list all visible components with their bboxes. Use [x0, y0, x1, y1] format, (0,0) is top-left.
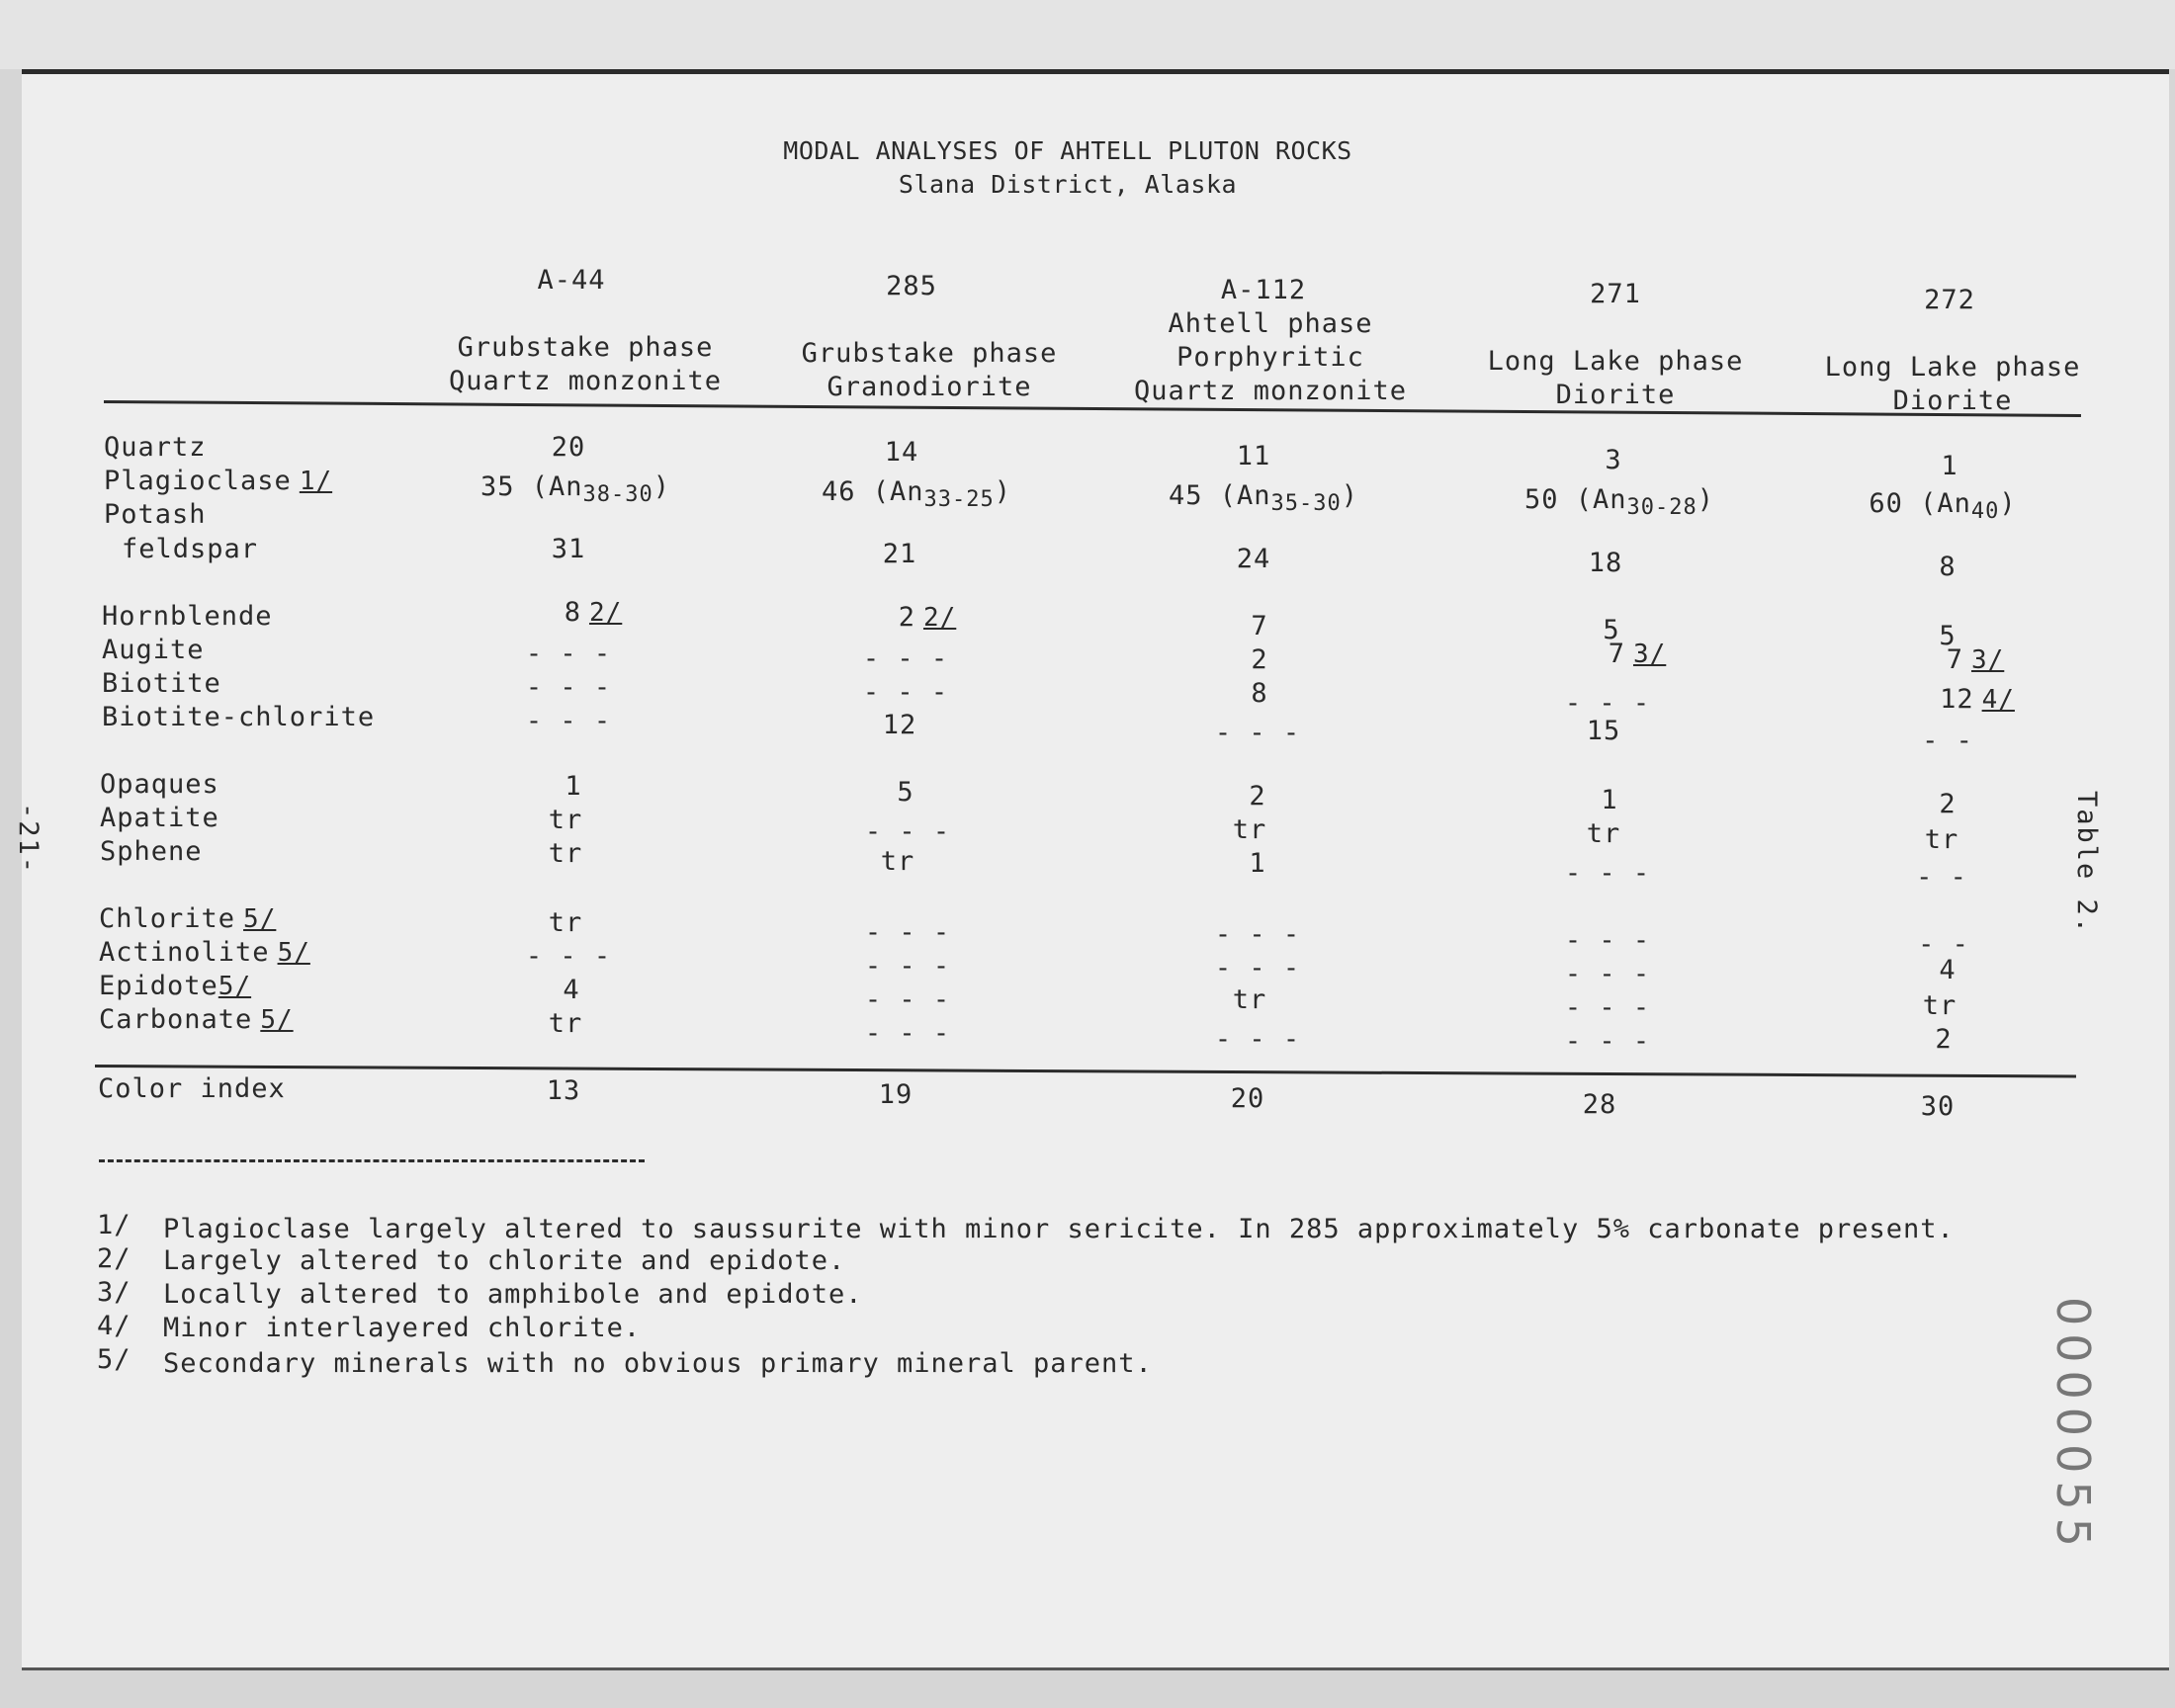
cell: 1 [1249, 848, 1266, 879]
col-phase-272: Long Lake phase [1824, 352, 2081, 383]
cell: tr [548, 1008, 583, 1039]
cell: 11 [1236, 441, 1271, 471]
cell: - - - [864, 951, 951, 982]
label-augite: Augite [102, 635, 205, 665]
label-chlorite: Chlorite 5/ [99, 903, 277, 934]
cell: - - - [862, 677, 949, 708]
cell: - - - [1564, 925, 1651, 956]
label-quartz: Quartz [104, 432, 207, 463]
cell: - - - [1564, 1026, 1651, 1057]
label-apatite: Apatite [100, 803, 219, 833]
cell: 8 2/ [564, 597, 623, 628]
cell: 7 3/ [1608, 639, 1667, 669]
col-sample-271: 271 [1590, 279, 1641, 309]
col-phase-285: Grubstake phase [801, 338, 1058, 369]
footnote-text: Secondary minerals with no obvious primary mineral parent. [163, 1348, 1153, 1379]
label-biotite-chlorite: Biotite-chlorite [102, 702, 376, 732]
cell: 21 [882, 539, 917, 569]
cell: tr [1922, 990, 1958, 1021]
cell: tr [548, 805, 583, 835]
cell: 12 [882, 710, 917, 740]
col-phase-a112: Ahtell phase [1168, 308, 1373, 339]
cell: 60 $(An_{40})$ [1869, 488, 2017, 524]
footnote-mark: 2/ [97, 1243, 131, 1274]
label-potash: Potash [104, 499, 207, 530]
cell: 4 [1939, 955, 1957, 985]
cell: 2 2/ [898, 602, 957, 633]
cell: tr [880, 846, 915, 877]
cell: - - - [864, 816, 951, 847]
cell: 31 [551, 534, 586, 564]
footnote-mark: 5/ [97, 1344, 131, 1375]
footnote-text: Plagioclase largely altered to saussurite with minor sericite. In 285 approximately 5% carbonate present. [163, 1214, 1955, 1244]
footnote-mark: 4/ [97, 1311, 131, 1341]
cell: 1 [1941, 451, 1958, 481]
col-sample-285: 285 [886, 271, 937, 301]
document-title: MODAL ANALYSES OF AHTELL PLUTON ROCKS [783, 136, 1352, 165]
footnote-separator [99, 1159, 645, 1162]
cell: 4 [563, 975, 580, 1005]
col-sample-a44: A-44 [537, 265, 606, 296]
cell: - - - [525, 672, 612, 703]
footnote-text: Largely altered to chlorite and epidote. [163, 1245, 846, 1276]
cell: - - - [1564, 858, 1651, 889]
cell: 2 [1935, 1024, 1953, 1055]
table-label: Table 2. [2071, 791, 2102, 936]
cell: 15 [1586, 716, 1621, 746]
cell: 35 $(An_{38-30})$ [479, 471, 671, 507]
cell: - - - [862, 643, 949, 674]
cell: 5 [1603, 615, 1620, 645]
cell: 1 [565, 771, 582, 802]
label-hornblende: Hornblende [102, 601, 273, 632]
cell: tr [548, 838, 583, 869]
cell: - - - [525, 941, 612, 972]
cell: tr [1924, 824, 1959, 855]
cell: tr [548, 907, 583, 938]
document-stamp-number: 0000055 [2046, 1297, 2100, 1555]
cell: 3 [1605, 445, 1622, 475]
cell: - - - [1214, 718, 1301, 748]
cell: tr [1232, 984, 1267, 1015]
footnote-mark: 3/ [97, 1277, 131, 1308]
cell: - - - [1214, 953, 1301, 983]
col-rock-a112: Quartz monzonite [1133, 376, 1408, 406]
col-phase-271: Long Lake phase [1487, 346, 1744, 377]
document-subtitle: Slana District, Alaska [898, 170, 1238, 199]
footnote-mark: 1/ [97, 1210, 131, 1240]
cell: - - [1916, 862, 1967, 893]
cell: - - - [1564, 959, 1651, 989]
cell: 8 [1939, 552, 1957, 582]
label-carbonate: Carbonate 5/ [99, 1004, 294, 1035]
cell: 5 [1939, 621, 1957, 651]
cell: 24 [1236, 544, 1271, 574]
label-biotite: Biotite [102, 668, 221, 699]
col-texture-a112: Porphyritic [1176, 342, 1364, 373]
label-color-index: Color index [98, 1073, 286, 1104]
cell: - - - [864, 1018, 951, 1049]
cell: - - [1918, 929, 1969, 960]
cell: 20 [1230, 1083, 1265, 1114]
cell: 2 [1251, 644, 1268, 675]
label-plagioclase: Plagioclase 1/ [104, 466, 333, 496]
document-page [22, 69, 2169, 1670]
cell: 7 3/ [1946, 644, 2005, 675]
cell: 5 [897, 777, 914, 808]
label-sphene: Sphene [100, 836, 203, 867]
col-rock-271: Diorite [1555, 380, 1676, 410]
cell: 8 [1251, 678, 1268, 709]
col-sample-272: 272 [1924, 285, 1975, 315]
cell: 12 4/ [1940, 684, 2015, 715]
cell: 1 [1601, 785, 1618, 815]
cell: - - - [864, 917, 951, 948]
cell: 46 $(An_{33-25})$ [821, 476, 1012, 512]
label-actinolite: Actinolite 5/ [99, 937, 310, 968]
label-epidote: Epidote5/ [99, 971, 252, 1001]
col-rock-272: Diorite [1892, 385, 2013, 416]
col-sample-a112: A-112 [1220, 275, 1307, 305]
cell: tr [1232, 814, 1267, 845]
cell: 19 [878, 1079, 914, 1110]
scan-margin [0, 0, 2175, 69]
cell: - - - [525, 639, 612, 669]
cell: - - - [525, 706, 612, 736]
col-rock-285: Granodiorite [826, 372, 1032, 402]
cell: - - [1922, 726, 1973, 756]
cell: 2 [1249, 781, 1266, 811]
cell: tr [1586, 818, 1621, 849]
footnote-text: Minor interlayered chlorite. [163, 1313, 642, 1343]
cell: 28 [1582, 1089, 1617, 1120]
cell: - - - [1214, 919, 1301, 950]
cell: 13 [546, 1075, 581, 1106]
cell: - - - [1214, 1024, 1301, 1055]
cell: 50 $(An_{30-28})$ [1523, 484, 1715, 520]
cell: - - - [1564, 992, 1651, 1023]
cell: 18 [1588, 548, 1623, 578]
cell: 2 [1939, 789, 1957, 819]
cell: 7 [1251, 611, 1268, 641]
cell: 14 [884, 437, 919, 468]
cell: 45 $(An_{35-30})$ [1168, 480, 1359, 516]
footnote-text: Locally altered to amphibole and epidote. [163, 1279, 863, 1310]
col-phase-a44: Grubstake phase [457, 332, 714, 363]
page-number: -21- [13, 803, 44, 876]
label-opaques: Opaques [100, 769, 219, 800]
cell: 30 [1920, 1091, 1956, 1122]
cell: 20 [551, 432, 586, 463]
label-feldspar: feldspar [122, 534, 259, 564]
cell: - - - [864, 984, 951, 1015]
col-rock-a44: Quartz monzonite [448, 366, 723, 396]
cell: - - - [1564, 688, 1651, 719]
